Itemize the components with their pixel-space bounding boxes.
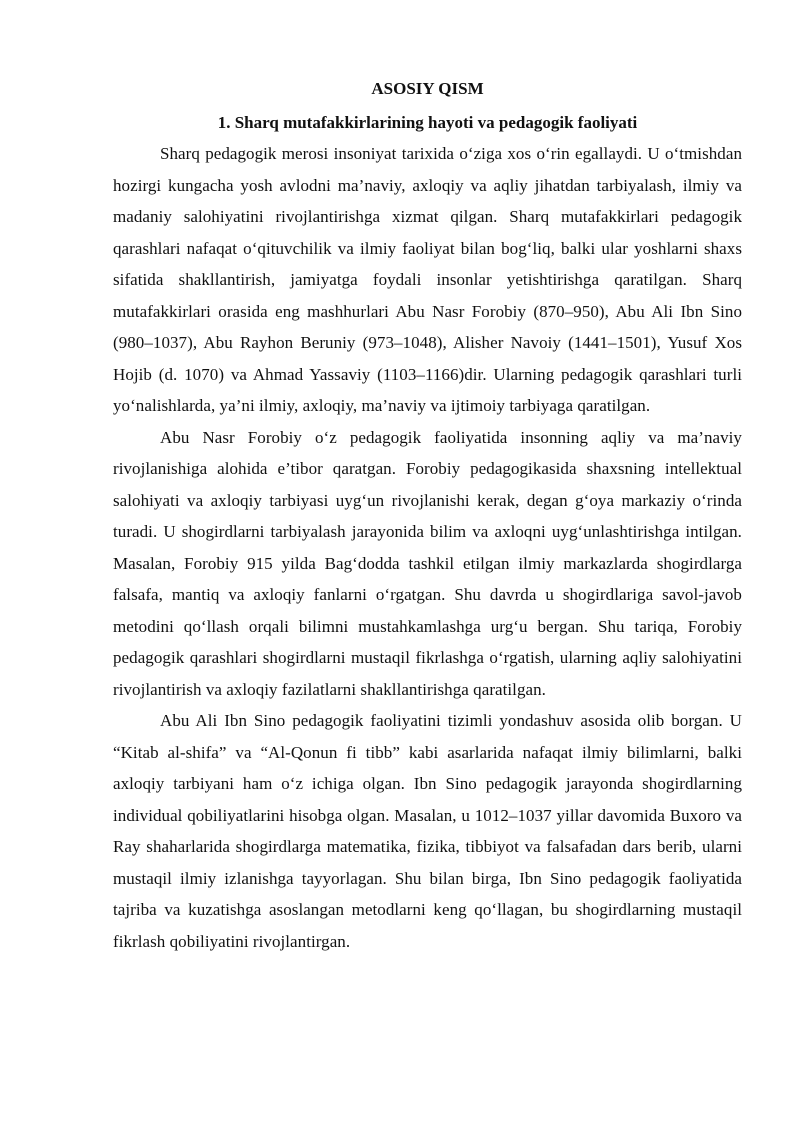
paragraph-forobiy: Abu Nasr Forobiy o‘z pedagogik faoliyatida insonning aqliy va ma’naviy rivojlanishiga alohida e’tibor qaratgan. Forobiy pedagogikasida shaxsning intellektual salohiyati va axloqiy tarbiyasi uyg‘un rivojlanishi kerak, degan g‘oya markaziy o‘rinda turadi. U shogirdlarni tarbiyalash jarayonida bilim va axloqni uyg‘unlashtirishga intilgan. Masalan, Forobiy 915 yilda Bag‘dodda tashkil etilgan ilmiy markazlarda shogirdlarga falsafa, mantiq va axloqiy fanlarni o‘rgatgan. Shu davrda u shogirdlariga savol-javob metodini qo‘llash orqali bilimni mustahkamlashga urg‘u bergan. Shu tariqa, Forobiy pedagogik qarashlari shogirdlarni mustaqil fikrlashga o‘rgatish, ularning aqliy salohiyatini rivojlantirish va axloqiy fazilatlarni shakllantirishga qaratilgan.	[113, 427, 742, 699]
section-title: ASOSIY QISM	[371, 79, 484, 98]
document-page	[113, 78, 742, 957]
paragraph-ibn-sino: Abu Ali Ibn Sino pedagogik faoliyatini tizimli yondashuv asosida olib borgan. U “Kitab al-shifa” va “Al-Qonun fi tibb” kabi asarlarida nafaqat ilmiy bilimlarni, balki axloqiy tarbiyani ham o‘z ichiga olgan. Ibn Sino pedagogik jarayonda shogirdlarning individual qobiliyatlarini hisobga olgan. Masalan, u 1012–1037 yillar davomida Buxoro va Ray shaharlarida shogirdlarga matematika, fizika, tibbiyot va falsafadan dars berib, ularni mustaqil ilmiy izlanishga tayyorlagan. Shu bilan birga, Ibn Sino pedagogik faoliyatida tajriba va kuzatishga asoslangan metodlarni keng qo‘llagan, bu shogirdlarning mustaqil fikrlash qobiliyatini rivojlantirgan.	[113, 711, 742, 951]
paragraph-intro: Sharq pedagogik merosi insoniyat tarixida o‘ziga xos o‘rin egallaydi. U o‘tmishdan hozirgi kungacha yosh avlodni ma’naviy, axloqiy va aqliy jihatdan tarbiyalash, ilmiy va madaniy salohiyatini rivojlantirishga xizmat qilgan. Sharq mutafakkirlari pedagogik qarashlari nafaqat o‘qituvchilik va ilmiy faoliyat bilan bog‘liq, balki ular yoshlarni shaxs sifatida shakllantirish, jamiyatga foydali insonlar yetishtirishga qaratilgan. Sharq mutafakkirlari orasida eng mashhurlari Abu Nasr Forobiy (870–950), Abu Ali Ibn Sino (980–1037), Abu Rayhon Beruniy (973–1048), Alisher Navoiy (1441–1501), Yusuf Xos Hojib (d. 1070) va Ahmad Yassaviy (1103–1166)dir. Ularning pedagogik qarashlari turli yo‘nalishlarda, ya’ni ilmiy, axloqiy, ma’naviy va ijtimoiy tarbiyaga qaratilgan.	[113, 144, 742, 415]
subsection-title: 1. Sharq mutafakkirlarining hayoti va pedagogik faoliyati	[217, 113, 638, 132]
